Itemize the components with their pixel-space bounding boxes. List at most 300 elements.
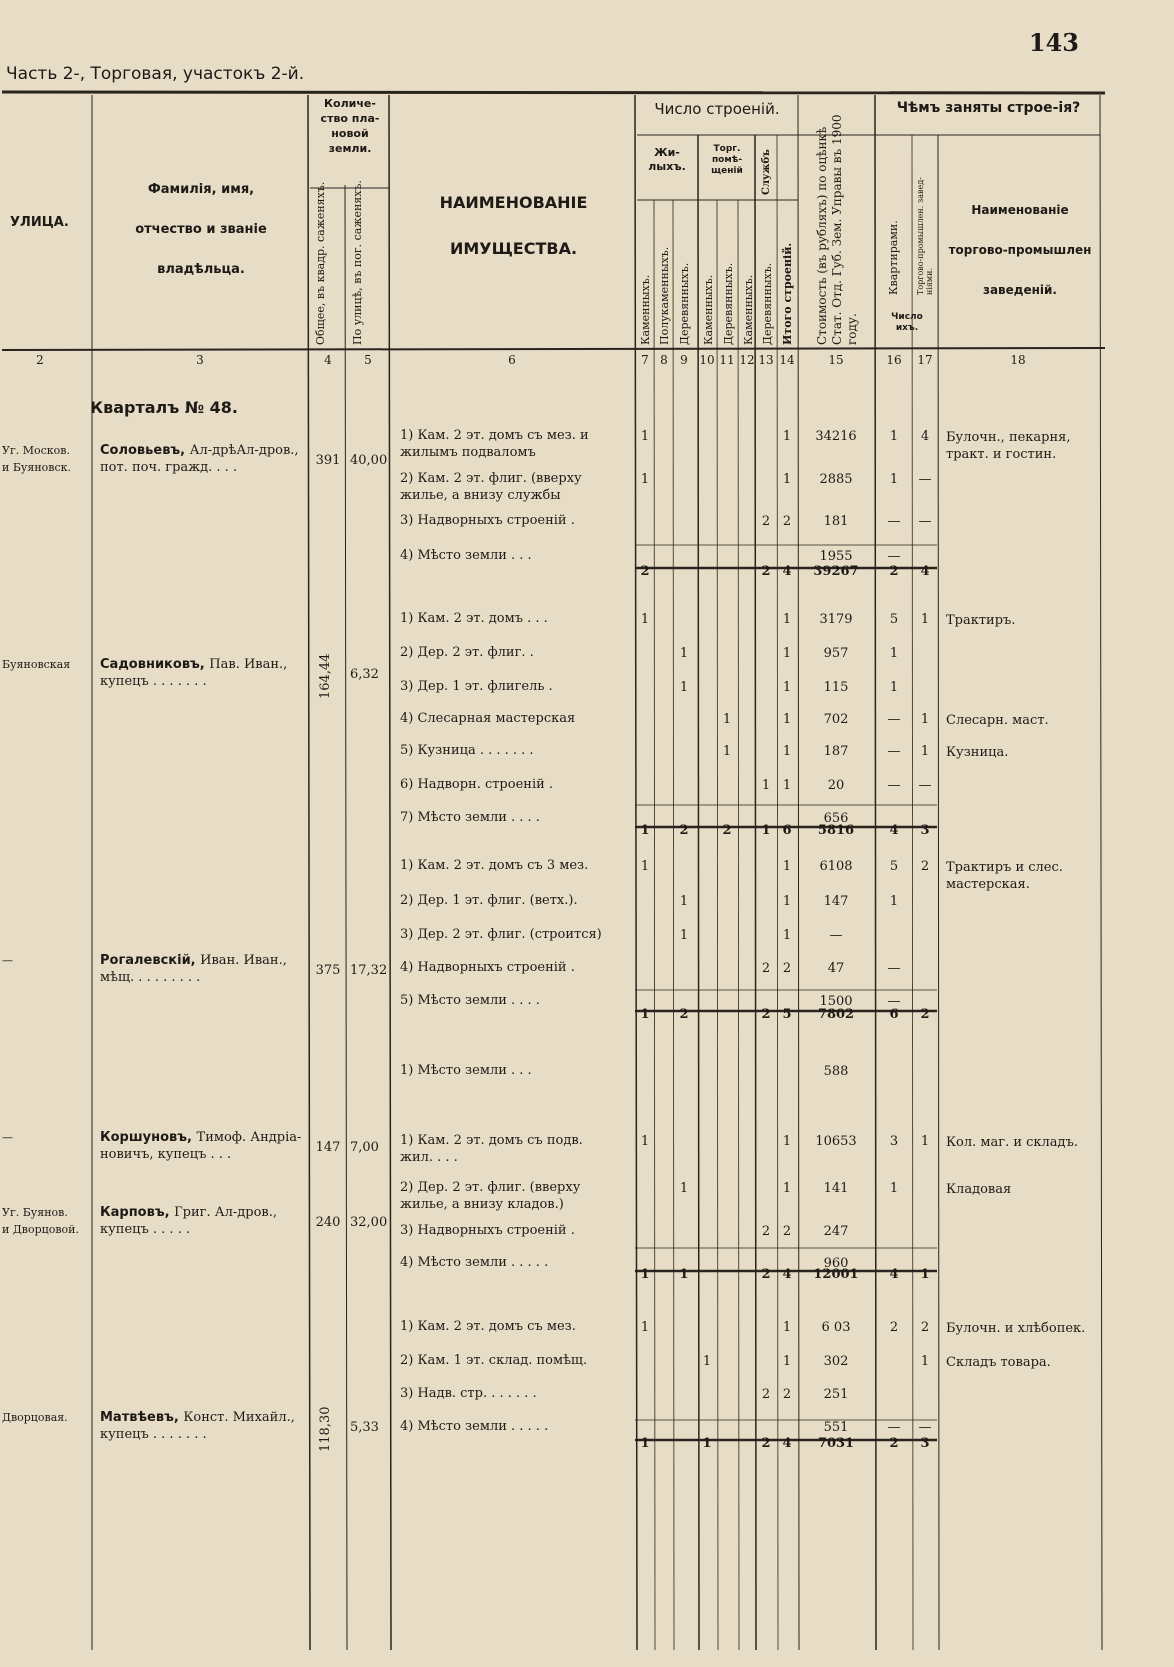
cell-c15: 3179 xyxy=(819,612,853,627)
sum-c16: 2 xyxy=(889,1436,899,1451)
header-residential-line-2: лыхъ. xyxy=(648,160,686,173)
owner-street xyxy=(2,952,92,969)
header-col13: Деревянныхъ. xyxy=(761,262,774,345)
quarter-title: Кварталъ № 48. xyxy=(90,398,238,417)
property-line: 3) Надв. стр. . . . . . . xyxy=(400,1386,537,1401)
header-residential xyxy=(637,146,697,174)
property-line: 1) Кам. 2 эт. домъ съ мез. и xyxy=(400,428,589,443)
cell-c14: 1 xyxy=(782,859,792,874)
property-name xyxy=(400,547,634,564)
cell-c10: 1 xyxy=(702,1354,712,1369)
sum-c15: 5816 xyxy=(817,823,855,838)
owner-land-total: 164,44 xyxy=(318,653,333,699)
cell-c16: — xyxy=(887,712,901,727)
header-owner xyxy=(96,170,306,290)
owner-land-street: 7,00 xyxy=(350,1140,379,1155)
cell-c17: 2 xyxy=(920,1320,930,1335)
cell-c9: 1 xyxy=(679,928,689,943)
owner-name xyxy=(100,1409,305,1443)
cell-c7: 1 xyxy=(640,1134,650,1149)
trade-name xyxy=(946,1181,1100,1198)
cell-c14: 1 xyxy=(782,778,792,793)
property-line: 1) Кам. 2 эт. домъ съ мез. xyxy=(400,1319,576,1334)
cell-c16: — xyxy=(887,744,901,759)
header-trade-est: Торгово-промышлен. завед-ніями. xyxy=(916,177,934,295)
column-number: 11 xyxy=(719,353,735,367)
property-name xyxy=(400,992,634,1009)
owner-street xyxy=(2,1129,92,1146)
property-name xyxy=(400,678,634,695)
property-line: 6) Надворн. строеній . xyxy=(400,777,554,792)
column-number: 6 xyxy=(508,353,516,367)
sum-c14: 4 xyxy=(782,1267,792,1282)
property-line: 5) Мѣсто земли . . . . xyxy=(400,993,540,1008)
header-property-line-2: ИМУЩЕСТВА. xyxy=(449,239,578,258)
sum-c15: 7802 xyxy=(817,1007,855,1022)
owner-street-line: и Буяновск. xyxy=(2,461,72,474)
cell-c14: 1 xyxy=(782,744,792,759)
cell-c14: 2 xyxy=(782,1387,792,1402)
sum-c16: 4 xyxy=(889,1267,899,1282)
cell-c14: 1 xyxy=(782,472,792,487)
owner-name-line xyxy=(100,1129,305,1146)
owner-surname: Соловьевъ, xyxy=(100,443,190,458)
cell-c14: 1 xyxy=(782,894,792,909)
sum-c15: 7031 xyxy=(817,1436,855,1451)
cell-c17: — xyxy=(918,472,932,487)
cell-c13: 2 xyxy=(761,1224,771,1239)
cell-c14: 1 xyxy=(782,1134,792,1149)
cell-c17: — xyxy=(918,1420,932,1435)
header-trade-name xyxy=(940,190,1100,310)
owner-street-line: Уг. Москов. xyxy=(2,444,70,457)
cell-c16: — xyxy=(887,994,901,1009)
trade-name-line: мастерская. xyxy=(946,877,1030,892)
column-number: 14 xyxy=(779,353,795,367)
header-buildings-group: Число строеній. xyxy=(654,100,780,118)
property-name xyxy=(400,926,634,943)
sum-c11: 2 xyxy=(722,823,732,838)
header-count-line-1: Число xyxy=(891,312,923,322)
property-line: 5) Кузница . . . . . . . xyxy=(400,743,534,758)
cell-c14: 1 xyxy=(782,612,792,627)
header-land-line-3: новой xyxy=(331,127,369,140)
cell-c7: 1 xyxy=(640,612,650,627)
cell-c16: — xyxy=(887,549,901,564)
cell-c16: — xyxy=(887,778,901,793)
cell-c16: 1 xyxy=(889,429,899,444)
header-col8: Полукаменныхъ. xyxy=(658,246,671,345)
cell-c16: 5 xyxy=(889,612,899,627)
sum-c9: 1 xyxy=(679,1267,689,1282)
property-line: 4) Мѣсто земли . . . xyxy=(400,548,532,563)
property-name xyxy=(400,1385,634,1402)
cell-c13: 1 xyxy=(761,778,771,793)
cell-c15: 957 xyxy=(823,646,849,661)
owner-name-rest: Ал-дрѣАл-дров., xyxy=(189,443,299,458)
property-name xyxy=(400,644,634,661)
cell-c16: — xyxy=(887,1420,901,1435)
property-line: 3) Надворныхъ строеній . xyxy=(400,1223,575,1238)
header-land-line-2: ство пла- xyxy=(320,112,380,125)
trade-name-line: Булочн., пекарня, xyxy=(946,430,1071,445)
sum-c16: 4 xyxy=(889,823,899,838)
owner-surname: Коршуновъ, xyxy=(100,1130,197,1145)
owner-name xyxy=(100,1129,305,1163)
owner-land-total: 240 xyxy=(315,1215,341,1230)
cell-c14: 1 xyxy=(782,1354,792,1369)
header-col14: Итого строеній. xyxy=(781,242,794,345)
cell-c16: 5 xyxy=(889,859,899,874)
cell-c9: 1 xyxy=(679,646,689,661)
header-owner-line-3: владѣльца. xyxy=(157,262,245,277)
trade-name xyxy=(946,1320,1100,1337)
cell-c15: 47 xyxy=(827,961,845,976)
property-line: 1) Кам. 2 эт. домъ съ подв. xyxy=(400,1133,583,1148)
owner-name-rest: Пав. Иван., xyxy=(209,657,288,672)
cell-c14: 1 xyxy=(782,1320,792,1335)
owner-street-line: — xyxy=(2,1131,13,1144)
cell-c15: 181 xyxy=(823,514,849,529)
header-trade-line-3: щеній xyxy=(711,166,743,176)
page-number: 143 xyxy=(1028,28,1079,57)
owner-name-rest: Григ. Ал-дров., xyxy=(174,1205,277,1220)
owner-name-line: пот. поч. гражд. . . . xyxy=(100,460,238,475)
header-trade-line-2: помѣ- xyxy=(711,155,743,165)
sum-c17: 3 xyxy=(920,823,930,838)
sum-c7: 1 xyxy=(640,823,650,838)
column-number: 18 xyxy=(1010,353,1026,367)
header-land-total: Общее, въ квадр. саженяхъ. xyxy=(314,181,327,345)
owner-name-line: мѣщ. . . . . . . . . xyxy=(100,970,201,985)
cell-c15: 187 xyxy=(823,744,849,759)
header-apartments: Квартирами. xyxy=(887,220,900,295)
cell-c14: 2 xyxy=(782,514,792,529)
trade-name xyxy=(946,1134,1100,1151)
header-occupied-group: Чѣмъ заняты строе-ія? xyxy=(896,100,1081,116)
cell-c14: 1 xyxy=(782,712,792,727)
cell-c16: 1 xyxy=(889,1181,899,1196)
trade-name-line: тракт. и гостин. xyxy=(946,447,1057,462)
property-line: 4) Мѣсто земли . . . . . xyxy=(400,1255,549,1270)
cell-c16: — xyxy=(887,961,901,976)
owner-land-street: 40,00 xyxy=(350,453,388,468)
cell-c14: 1 xyxy=(782,1181,792,1196)
owner-land-street: 6,32 xyxy=(350,667,379,682)
cell-c15: 10653 xyxy=(815,1134,857,1149)
owner-street-line: и Дворцовой. xyxy=(2,1223,79,1236)
owner-land-street: 17,32 xyxy=(350,963,388,978)
column-number: 15 xyxy=(828,353,844,367)
cell-c14: 1 xyxy=(782,680,792,695)
owner-name-line: купецъ . . . . . . . xyxy=(100,674,207,689)
owner-name-line: купецъ . . . . . xyxy=(100,1222,191,1237)
trade-name-line: Трактиръ. xyxy=(946,613,1016,628)
sum-c16: 2 xyxy=(889,564,899,579)
property-name xyxy=(400,742,634,759)
header-land-street: По улицѣ, въ пог. саженяхъ. xyxy=(351,180,364,345)
header-trade-line-1: Торг. xyxy=(713,144,741,154)
sum-c17: 2 xyxy=(920,1007,930,1022)
owner-street-line: Уг. Буянов. xyxy=(2,1206,68,1219)
property-line: жилымъ подваломъ xyxy=(400,445,536,460)
owner-street xyxy=(2,656,92,673)
property-name xyxy=(400,470,634,504)
property-name xyxy=(400,427,634,461)
owner-name-line: новичъ, купецъ . . . xyxy=(100,1147,232,1162)
sum-c14: 4 xyxy=(782,564,792,579)
header-col11: Деревянныхъ. xyxy=(722,262,735,345)
sum-c14: 4 xyxy=(782,1436,792,1451)
trade-name xyxy=(946,429,1100,463)
owner-street xyxy=(2,1204,92,1238)
owner-name-line: купецъ . . . . . . . xyxy=(100,1427,207,1442)
owner-name-line xyxy=(100,656,305,673)
property-name xyxy=(400,1418,634,1435)
property-name xyxy=(400,1222,634,1239)
property-name xyxy=(400,1062,634,1079)
property-line: 2) Дер. 1 эт. флиг. (ветх.). xyxy=(400,893,578,908)
header-trade-name-line-2: торгово-промышлен xyxy=(948,243,1092,257)
owner-name xyxy=(100,952,305,986)
property-name xyxy=(400,892,634,909)
cell-c17: 1 xyxy=(920,1134,930,1149)
trade-name-line: Кол. маг. и складъ. xyxy=(946,1135,1078,1150)
property-line: 4) Надворныхъ строеній . xyxy=(400,960,575,975)
column-number: 10 xyxy=(699,353,715,367)
sum-c14: 5 xyxy=(782,1007,792,1022)
sum-c13: 2 xyxy=(761,1436,771,1451)
property-name xyxy=(400,959,634,976)
cell-c17: 1 xyxy=(920,1354,930,1369)
sum-c13: 2 xyxy=(761,564,771,579)
cell-c7: 1 xyxy=(640,429,650,444)
owner-name xyxy=(100,442,305,476)
owner-street-line: Дворцовая. xyxy=(2,1411,68,1424)
header-trade xyxy=(699,144,755,177)
owner-land-total: 391 xyxy=(315,453,341,468)
property-name xyxy=(400,1132,634,1166)
property-name xyxy=(400,1318,634,1335)
trade-name-line: Булочн. и хлѣбопек. xyxy=(946,1321,1086,1336)
cell-c15: 2885 xyxy=(819,472,853,487)
owner-street-line: — xyxy=(2,954,13,967)
sum-c13: 2 xyxy=(761,1267,771,1282)
cell-c15: 141 xyxy=(823,1181,849,1196)
cell-c15: 147 xyxy=(823,894,849,909)
header-col9: Деревянныхъ. xyxy=(678,262,691,345)
header-value: Стоимость (въ рубляхъ) по оцѣнкѣ Стат. Отд. Губ. Зем. Управы въ 1900 году. xyxy=(815,114,859,345)
cell-c15: 588 xyxy=(823,1064,849,1079)
sum-c13: 1 xyxy=(761,823,771,838)
cell-c15: 1500 xyxy=(819,994,853,1009)
trade-name xyxy=(946,712,1100,729)
cell-c14: 2 xyxy=(782,1224,792,1239)
header-street: УЛИЦА. xyxy=(10,215,69,230)
property-line: 4) Мѣсто земли . . . . . xyxy=(400,1419,549,1434)
header-count xyxy=(877,312,937,334)
cell-c13: 2 xyxy=(761,514,771,529)
cell-c16: 3 xyxy=(889,1134,899,1149)
property-name xyxy=(400,1352,634,1369)
header-property xyxy=(392,180,635,272)
header-owner-line-1: Фамилія, имя, xyxy=(147,182,255,197)
owner-name-line xyxy=(100,1204,305,1221)
trade-name-line: Складъ товара. xyxy=(946,1355,1051,1370)
owner-land-total: 375 xyxy=(315,963,341,978)
owner-surname: Садовниковъ, xyxy=(100,657,210,672)
header-col12: Каменныхъ. xyxy=(742,274,755,345)
cell-c17: 1 xyxy=(920,744,930,759)
cell-c15: 247 xyxy=(823,1224,849,1239)
property-name xyxy=(400,610,634,627)
cell-c15: 34216 xyxy=(815,429,857,444)
property-line: жил. . . . xyxy=(400,1150,458,1165)
property-line: 1) Кам. 2 эт. домъ съ 3 мез. xyxy=(400,858,589,873)
owner-street xyxy=(2,442,92,476)
owner-name-line xyxy=(100,952,305,969)
column-number: 12 xyxy=(739,353,755,367)
sum-c14: 6 xyxy=(782,823,792,838)
cell-c13: 2 xyxy=(761,961,771,976)
header-col7: Каменныхъ. xyxy=(639,274,652,345)
property-line: 3) Надворныхъ строеній . xyxy=(400,513,575,528)
column-number: 5 xyxy=(364,353,372,367)
cell-c14: 1 xyxy=(782,928,792,943)
owner-name xyxy=(100,1204,305,1238)
cell-c16: 2 xyxy=(889,1320,899,1335)
property-line: 2) Дер. 2 эт. флиг. . xyxy=(400,645,534,660)
header-owner-line-2: отчество и званіе xyxy=(135,222,267,237)
cell-c16: 1 xyxy=(889,472,899,487)
property-name xyxy=(400,1254,634,1271)
header-count-line-2: ихъ. xyxy=(895,323,919,333)
cell-c16: 1 xyxy=(889,646,899,661)
header-land-line-4: земли. xyxy=(328,142,372,155)
property-name xyxy=(400,512,634,529)
trade-name xyxy=(946,612,1100,629)
sum-c10: 1 xyxy=(702,1436,712,1451)
sum-c15: 12001 xyxy=(813,1267,859,1282)
property-line: жилье, а внизу кладов.) xyxy=(400,1197,564,1212)
header-residential-line-1: Жи- xyxy=(654,146,680,159)
property-line: 2) Дер. 2 эт. флиг. (вверху xyxy=(400,1180,581,1195)
cell-c15: 302 xyxy=(823,1354,849,1369)
sum-c9: 2 xyxy=(679,1007,689,1022)
sum-c7: 1 xyxy=(640,1007,650,1022)
part-title: Часть 2-, Торговая, участокъ 2-й. xyxy=(6,64,305,84)
cell-c9: 1 xyxy=(679,680,689,695)
cell-c17: — xyxy=(918,514,932,529)
property-name xyxy=(400,1179,634,1213)
header-col10: Каменныхъ. xyxy=(702,274,715,345)
column-number: 8 xyxy=(660,353,668,367)
owner-name-rest: Конст. Михайл., xyxy=(183,1410,295,1425)
sum-c17: 4 xyxy=(920,564,930,579)
owner-name-rest: Тимоф. Андріа- xyxy=(196,1130,302,1145)
property-line: жилье, а внизу службы xyxy=(400,488,561,503)
cell-c16: 1 xyxy=(889,894,899,909)
trade-name xyxy=(946,859,1100,893)
cell-c11: 1 xyxy=(722,712,732,727)
property-line: 3) Дер. 2 эт. флиг. (строится) xyxy=(400,927,602,942)
cell-c15: 6 03 xyxy=(821,1320,851,1335)
owner-name-line xyxy=(100,442,305,459)
column-number: 7 xyxy=(641,353,649,367)
cell-c14: 2 xyxy=(782,961,792,976)
sum-c16: 6 xyxy=(889,1007,899,1022)
cell-c17: 1 xyxy=(920,612,930,627)
header-services: Службъ xyxy=(761,149,772,195)
sum-c17: 1 xyxy=(920,1267,930,1282)
cell-c7: 1 xyxy=(640,859,650,874)
header-land-line-1: Количе- xyxy=(324,97,376,110)
sum-c7: 2 xyxy=(640,564,650,579)
cell-c13: 2 xyxy=(761,1387,771,1402)
owner-land-street: 5,33 xyxy=(350,1420,379,1435)
owner-surname: Рогалевскій, xyxy=(100,953,201,968)
sum-c13: 2 xyxy=(761,1007,771,1022)
column-number: 2 xyxy=(36,353,44,367)
cell-c17: 1 xyxy=(920,712,930,727)
cell-c15: 702 xyxy=(823,712,849,727)
header-property-line-1: НАИМЕНОВАНІЕ xyxy=(439,193,588,212)
sum-c15: 39267 xyxy=(813,564,859,579)
column-number: 16 xyxy=(886,353,902,367)
property-line: 2) Кам. 2 эт. флиг. (вверху xyxy=(400,471,582,486)
property-line: 1) Кам. 2 эт. домъ . . . xyxy=(400,611,548,626)
sum-c9: 2 xyxy=(679,823,689,838)
owner-land-total: 118,30 xyxy=(318,1406,333,1452)
sum-c17: 3 xyxy=(920,1436,930,1451)
cell-c16: 1 xyxy=(889,680,899,695)
cell-c14: 1 xyxy=(782,429,792,444)
owner-surname: Матвѣевъ, xyxy=(100,1410,184,1425)
cell-c15: 656 xyxy=(823,811,849,826)
cell-c14: 1 xyxy=(782,646,792,661)
cell-c17: 2 xyxy=(920,859,930,874)
trade-name-line: Слесарн. маст. xyxy=(946,713,1049,728)
cell-c15: 20 xyxy=(827,778,845,793)
trade-name xyxy=(946,744,1100,761)
owner-name-rest: Иван. Иван., xyxy=(200,953,287,968)
property-line: 1) Мѣсто земли . . . xyxy=(400,1063,532,1078)
owner-name-line xyxy=(100,1409,305,1426)
cell-c15: 251 xyxy=(823,1387,849,1402)
column-number: 4 xyxy=(324,353,332,367)
column-number: 13 xyxy=(758,353,774,367)
owner-name xyxy=(100,656,305,690)
cell-c7: 1 xyxy=(640,1320,650,1335)
property-name xyxy=(400,809,634,826)
column-number: 9 xyxy=(680,353,688,367)
header-trade-name-line-3: заведеній. xyxy=(982,283,1057,297)
header-land-group xyxy=(310,96,390,156)
owner-land-total: 147 xyxy=(315,1140,341,1155)
cell-c9: 1 xyxy=(679,894,689,909)
cell-c7: 1 xyxy=(640,472,650,487)
cell-c15: 551 xyxy=(823,1420,849,1435)
property-line: 4) Слесарная мастерская xyxy=(400,711,576,726)
cell-c17: — xyxy=(918,778,932,793)
trade-name-line: Кузница. xyxy=(946,745,1009,760)
owner-surname: Карповъ, xyxy=(100,1205,175,1220)
property-line: 3) Дер. 1 эт. флигель . xyxy=(400,679,553,694)
cell-c15: 1955 xyxy=(819,549,853,564)
cell-c17: 4 xyxy=(920,429,930,444)
trade-name-line: Трактиръ и слес. xyxy=(946,860,1063,875)
cell-c15: 960 xyxy=(823,1256,849,1271)
